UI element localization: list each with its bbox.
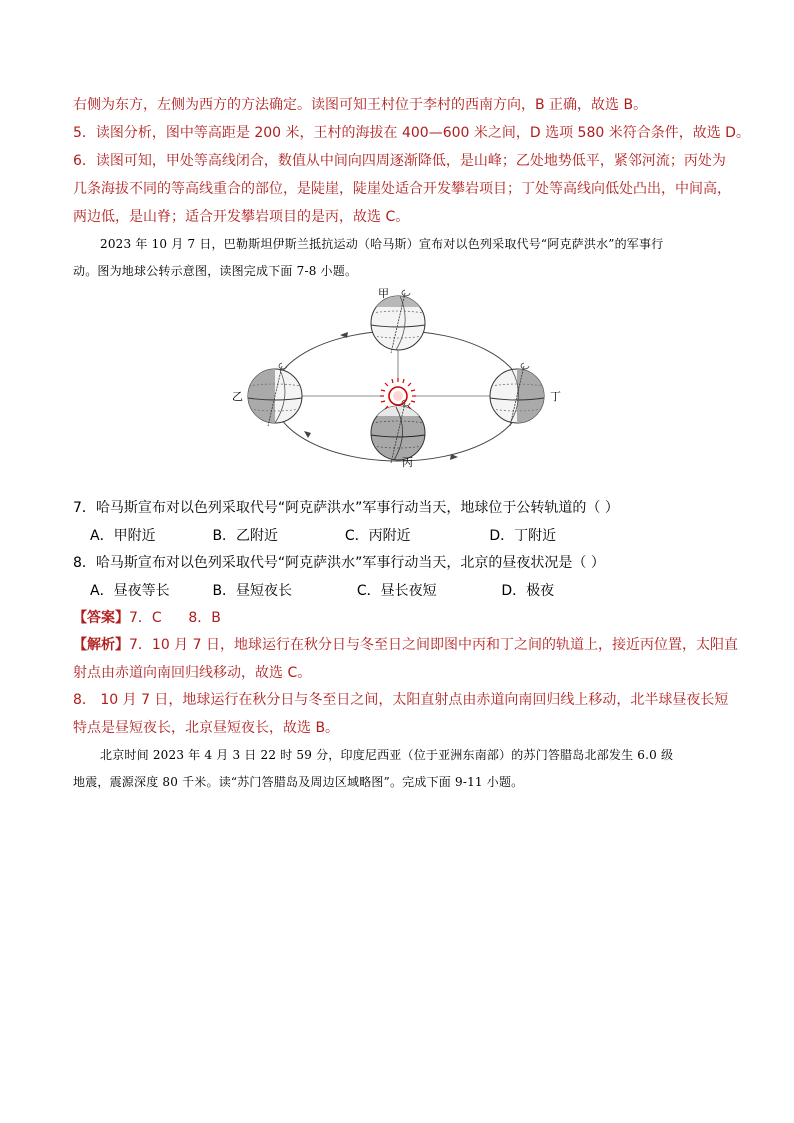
q8-option-d[interactable]: D．极夜 bbox=[501, 583, 555, 599]
q8-option-b[interactable]: B．昼短夜长 bbox=[212, 583, 293, 599]
orbit-arrow-left bbox=[304, 431, 311, 438]
passage1-line-1: 2023 年 10 月 7 日，巴勒斯坦伊斯兰抵抗运动（哈马斯）宣布对以色列采取代号“阿克萨洪水”的军事行 bbox=[100, 237, 664, 251]
q6-solution-line-1: 6．读图可知，甲处等高线闭合，数值从中间向四周逐渐降低，是山峰；乙处地势低平，紧邻河流；丙处为 bbox=[73, 153, 726, 169]
q7-option-a[interactable]: A．甲附近 bbox=[90, 528, 156, 544]
analysis-line-2: 射点由赤道向南回归线移动，故选 C。 bbox=[73, 665, 312, 681]
answer-line bbox=[73, 609, 723, 627]
label-ding: 丁 bbox=[550, 390, 561, 403]
q7-option-d[interactable]: D．丁附近 bbox=[489, 528, 557, 544]
passage2-line-1: 北京时间 2023 年 4 月 3 日 22 时 59 分，印度尼西亚（位于亚洲东南部）的苏门答腊岛北部发生 6.0 级 bbox=[100, 748, 674, 762]
passage1-line-2: 动。图为地球公转示意图，读图完成下面 7-8 小题。 bbox=[73, 264, 358, 278]
label-bing: 丙 bbox=[402, 456, 413, 468]
q8-option-a[interactable]: A．昼夜等长 bbox=[90, 583, 170, 599]
q7-option-c[interactable]: C．丙附近 bbox=[344, 528, 411, 544]
analysis-line-1 bbox=[73, 636, 738, 654]
analysis-line-3: 8． 10 月 7 日，地球运行在秋分日与冬至日之间，太阳直射点由赤道向南回归线上移动，北半球昼夜长短 bbox=[73, 692, 729, 708]
earth-yi bbox=[248, 363, 302, 426]
q6-solution-line-3: 两边低，是山脊；适合开发攀岩项目的是丙，故选 C。 bbox=[73, 209, 410, 225]
analysis-label: 【解析】 bbox=[73, 637, 129, 653]
label-yi: 乙 bbox=[232, 390, 243, 403]
earth-bing bbox=[370, 400, 426, 463]
answer-label: 【答案】 bbox=[73, 610, 129, 626]
q8-options bbox=[90, 582, 554, 600]
q7-stem: 7．哈马斯宣布对以色列采取代号“阿克萨洪水”军事行动当天，地球位于公转轨道的（ ） bbox=[73, 500, 619, 516]
q7-options bbox=[90, 527, 556, 545]
prev-solution-line: 右侧为东方，左侧为西方的方法确定。读图可知王村位于李村的西南方向，B 正确，故选 B。 bbox=[73, 97, 648, 113]
q7-option-b[interactable]: B．乙附近 bbox=[212, 528, 279, 544]
q5-solution: 5．读图分析，图中等高距是 200 米，王村的海拔在 400—600 米之间，D 选项 580 米符合条件，故选 D。 bbox=[73, 125, 750, 141]
passage2-line-2: 地震，震源深度 80 千米。读“苏门答腊岛及周边区域略图”。完成下面 9-11 小题。 bbox=[73, 775, 524, 789]
orbit-arrow-bottom bbox=[450, 454, 458, 460]
q6-solution-line-2: 几条海拔不同的等高线重合的部位，是陡崖，陡崖处适合开发攀岩项目；丁处等高线向低处凸出，中间高， bbox=[73, 181, 731, 197]
analysis-line-4: 特点是昼短夜长，北京昼短夜长，故选 B。 bbox=[73, 720, 340, 736]
earth-revolution-diagram bbox=[220, 283, 580, 468]
label-jia: 甲 bbox=[378, 287, 389, 300]
analysis-text-1: 7．10 月 7 日，地球运行在秋分日与冬至日之间即图中丙和丁之间的轨道上，接近丙位置，太阳直 bbox=[129, 637, 738, 653]
answer-text: 7．C 8．B bbox=[129, 610, 221, 626]
q8-stem: 8．哈马斯宣布对以色列采取代号“阿克萨洪水”军事行动当天，北京的昼夜状况是（ ） bbox=[73, 555, 605, 571]
earth-ding bbox=[490, 363, 544, 426]
q8-option-c[interactable]: C．昼长夜短 bbox=[356, 583, 437, 599]
